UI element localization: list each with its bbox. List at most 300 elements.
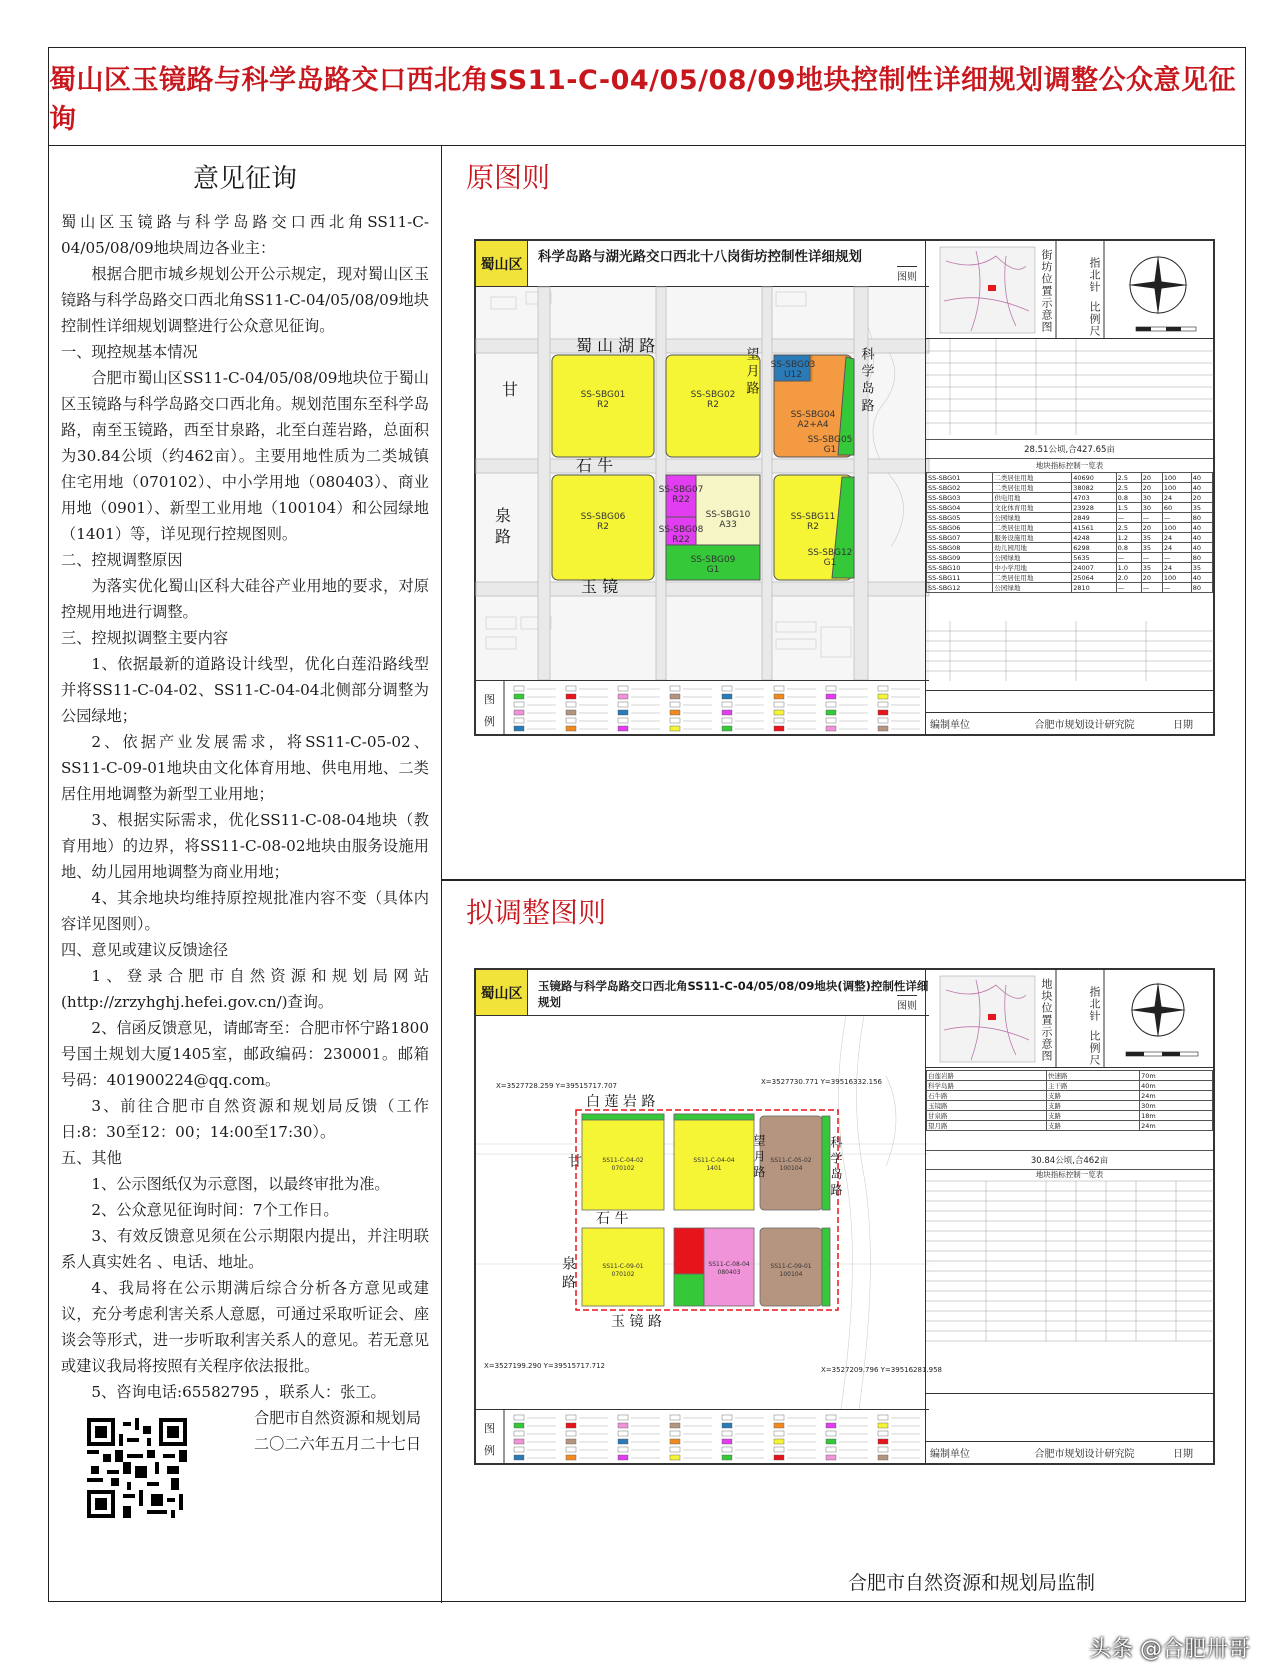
table-cell: 2.5 bbox=[1116, 523, 1141, 533]
legend-swatch bbox=[878, 718, 888, 723]
table-cell: 35 bbox=[1191, 503, 1212, 513]
coordinate-label: X=3527199.290 Y=39515717.712 bbox=[484, 1362, 606, 1370]
table-cell: 24m bbox=[1140, 1091, 1213, 1101]
parcel-use-label: G1 bbox=[706, 565, 720, 575]
legend-swatch bbox=[566, 1439, 576, 1444]
table-cell: SS-SBG03 bbox=[927, 493, 993, 503]
legend-swatch bbox=[618, 1447, 628, 1452]
table-row bbox=[927, 513, 1213, 523]
legend-swatch bbox=[878, 1423, 888, 1428]
table-cell: 24 bbox=[1162, 563, 1191, 573]
table-cell: 2810 bbox=[1072, 583, 1116, 593]
parcel-id-label: SS-SBG08 bbox=[658, 525, 704, 535]
original-land-use-map[interactable] bbox=[476, 287, 929, 680]
table-cell: 望月路 bbox=[927, 1121, 1047, 1131]
road-label: 玉 镜 路 bbox=[611, 1314, 662, 1330]
road-table-grid bbox=[926, 1070, 1213, 1131]
table-cell: 30 bbox=[1141, 503, 1162, 513]
org-row bbox=[926, 712, 1213, 734]
legend-swatch bbox=[774, 726, 784, 731]
table-row bbox=[927, 543, 1213, 553]
table-cell: 20 bbox=[1141, 573, 1162, 583]
legend-swatch bbox=[722, 702, 732, 707]
original-info-panel bbox=[925, 241, 1213, 734]
table-cell: SS-SBG04 bbox=[927, 503, 993, 513]
parcel-id-label: SS-SBG12 bbox=[807, 548, 853, 558]
table-cell: 70m bbox=[1140, 1071, 1213, 1081]
indicator-table bbox=[926, 459, 1213, 593]
legend-swatch bbox=[618, 1439, 628, 1444]
plan-header bbox=[476, 241, 929, 287]
parcel-id-label: SS-SBG11 bbox=[790, 512, 836, 522]
table-cell: 35 bbox=[1141, 543, 1162, 553]
table-cell: 支路 bbox=[1047, 1121, 1140, 1131]
legend-swatch bbox=[670, 1455, 680, 1460]
section-item: 2、公众意见征询时间：7个工作日。 bbox=[91, 1201, 339, 1219]
legend-swatch bbox=[670, 694, 680, 699]
legend-swatch bbox=[722, 710, 732, 715]
parcel-id-label: SS11-C-04-04 bbox=[693, 1157, 735, 1164]
table-cell: 甘泉路 bbox=[927, 1111, 1047, 1121]
legend-swatch bbox=[878, 1447, 888, 1452]
parcel-use-label: 100104 bbox=[779, 1165, 803, 1172]
road-label: 白 莲 岩 路 bbox=[586, 1094, 656, 1110]
table-cell: 100 bbox=[1162, 483, 1191, 493]
plan-title-text: 科学岛路与湖光路交口西北十八岗街坊控制性详细规划 bbox=[538, 249, 862, 265]
table-cell: 二类居住用地 bbox=[993, 573, 1072, 583]
notice-intro: 根据合肥市城乡规划公开公示规定，现对蜀山区玉镜路与科学岛路交口西北角SS11-C-04/05/08/09地块控制性详细规划调整进行公众意见征询。 bbox=[61, 265, 429, 335]
table-cell: 40 bbox=[1191, 483, 1212, 493]
parcel-use-label: 070102 bbox=[611, 1165, 635, 1172]
table-cell: 1.0 bbox=[1116, 563, 1141, 573]
table-cell: SS-SBG05 bbox=[927, 513, 993, 523]
road-label: 泉 路 bbox=[492, 507, 512, 545]
section-item: 2、依据产业发展需求，将SS11-C-05-02、SS11-C-09-01地块由文化体育用地、供电用地、二类居住用地调整为新型工业用地； bbox=[61, 733, 429, 803]
parcel-use-label: R2 bbox=[597, 400, 609, 410]
table-row bbox=[927, 553, 1213, 563]
table-cell: — bbox=[1141, 553, 1162, 563]
legend-swatch bbox=[826, 1415, 836, 1420]
table-row bbox=[927, 573, 1213, 583]
table-cell: 24007 bbox=[1072, 563, 1116, 573]
table-cell: 公园绿地 bbox=[993, 583, 1072, 593]
legend-swatch bbox=[514, 1455, 524, 1460]
legend-swatch bbox=[774, 1447, 784, 1452]
table-cell: 41561 bbox=[1072, 523, 1116, 533]
coordinate-label: X=3527730.771 Y=39516332.156 bbox=[761, 1078, 883, 1086]
parcel-use-label: A33 bbox=[719, 520, 737, 530]
legend-swatch bbox=[618, 1455, 628, 1460]
road-label: 望 月 路 bbox=[752, 1134, 766, 1178]
table-row bbox=[927, 1081, 1213, 1091]
legend-swatch bbox=[566, 686, 576, 691]
legend-swatch bbox=[618, 1431, 628, 1436]
table-row bbox=[927, 563, 1213, 573]
legend-swatch bbox=[618, 710, 628, 715]
table-cell: 2849 bbox=[1072, 513, 1116, 523]
plan-subtitle: 图则 bbox=[897, 995, 917, 1012]
legend-swatch bbox=[722, 1415, 732, 1420]
road-label: 望 月 路 bbox=[743, 347, 759, 395]
legend-swatch bbox=[826, 1447, 836, 1452]
table-cell: 2.5 bbox=[1116, 473, 1141, 483]
legend-swatch bbox=[774, 1423, 784, 1428]
legend-swatch bbox=[774, 1439, 784, 1444]
legend-swatch bbox=[722, 1439, 732, 1444]
section-item: 1、公示图纸仅为示意图，以最终审批为准。 bbox=[91, 1175, 390, 1193]
table-cell: 24m bbox=[1140, 1121, 1213, 1131]
legend-swatch bbox=[670, 686, 680, 691]
table-cell: 二类居住用地 bbox=[993, 483, 1072, 493]
table-cell: 二类居住用地 bbox=[993, 473, 1072, 483]
supervision-signature: 合肥市自然资源和规划局监制 bbox=[847, 1572, 1095, 1594]
legend-swatch bbox=[618, 718, 628, 723]
section-item: 4、我局将在公示期满后综合分析各方意见或建议，充分考虑利害关系人意愿，可通过采取听证会、座谈会等形式，进一步听取利害关系人的意见。若无意见或建议我局将按照有关程序依法报批。 bbox=[61, 1279, 429, 1375]
legend bbox=[476, 680, 929, 734]
table-row bbox=[927, 473, 1213, 483]
table-cell: — bbox=[1116, 583, 1141, 593]
legend-swatch bbox=[514, 1447, 524, 1452]
table-row bbox=[927, 1091, 1213, 1101]
plans-column bbox=[442, 146, 1245, 1603]
table-cell: 100 bbox=[1162, 473, 1191, 483]
legend-swatch bbox=[566, 694, 576, 699]
legend-swatch bbox=[826, 726, 836, 731]
table-cell: 0.8 bbox=[1116, 543, 1141, 553]
road-table-area bbox=[926, 339, 1213, 439]
parcel-use-label: U12 bbox=[783, 370, 803, 380]
table-cell: 2.5 bbox=[1116, 483, 1141, 493]
facility-table-area bbox=[926, 621, 1213, 681]
table-cell: SS-SBG07 bbox=[927, 533, 993, 543]
road-label: 玉 镜 bbox=[581, 577, 619, 596]
legend bbox=[476, 1409, 929, 1463]
table-cell: 1.5 bbox=[1116, 503, 1141, 513]
table-row bbox=[927, 533, 1213, 543]
legend-swatch bbox=[722, 1423, 732, 1428]
section-title: 五、其他 bbox=[61, 1149, 122, 1167]
original-plan-label: 原图则 bbox=[466, 161, 551, 194]
table-cell: 35 bbox=[1141, 563, 1162, 573]
legend-swatch bbox=[670, 1439, 680, 1444]
table-cell: 6298 bbox=[1072, 543, 1116, 553]
section-item: 3、根据实际需求，优化SS11-C-08-04地块（教育用地）的边界，将SS11-C-08-02地块由服务设施用地、幼儿园用地调整为商业用地； bbox=[61, 811, 429, 881]
indicator-table bbox=[926, 1168, 1213, 1368]
table-cell: — bbox=[1116, 553, 1141, 563]
table-cell: — bbox=[1162, 513, 1191, 523]
road-label: 科 学 岛 路 bbox=[829, 1136, 843, 1196]
legend-swatch bbox=[774, 694, 784, 699]
parcel-id-label: SS-SBG04 bbox=[790, 410, 836, 420]
table-cell: 支路 bbox=[1047, 1111, 1140, 1121]
section-item: 3、前往合肥市自然资源和规划局反馈（工作日:8：30至12：00；14:00至17:30）。 bbox=[61, 1097, 429, 1141]
table-cell: 40m bbox=[1140, 1081, 1213, 1091]
org-name: 合肥市规划设计研究院 bbox=[1034, 1449, 1135, 1460]
org-name: 合肥市规划设计研究院 bbox=[1034, 720, 1135, 731]
table-cell: SS-SBG11 bbox=[927, 573, 993, 583]
legend-swatch bbox=[566, 1447, 576, 1452]
legend-swatch bbox=[878, 702, 888, 707]
legend-swatch bbox=[670, 710, 680, 715]
district-badge: 蜀山区 bbox=[476, 241, 528, 286]
table-cell: 服务设施用地 bbox=[993, 533, 1072, 543]
legend-swatch bbox=[514, 1423, 524, 1428]
legend-swatch bbox=[670, 1415, 680, 1420]
legend-swatch bbox=[618, 1423, 628, 1428]
table-cell: 白莲岩路 bbox=[927, 1071, 1047, 1081]
section-divider bbox=[442, 879, 1245, 881]
table-cell: SS-SBG12 bbox=[927, 583, 993, 593]
legend-swatch bbox=[566, 718, 576, 723]
table-cell: 支路 bbox=[1047, 1091, 1140, 1101]
parcel-use-label: 070102 bbox=[611, 1271, 635, 1278]
table-cell: 40690 bbox=[1072, 473, 1116, 483]
table-cell: 公园绿地 bbox=[993, 513, 1072, 523]
parcel-use-label: 100104 bbox=[779, 1271, 803, 1278]
road-label: 科 学 岛 路 bbox=[858, 347, 874, 412]
table-cell: 60 bbox=[1162, 503, 1191, 513]
legend-swatch bbox=[774, 1415, 784, 1420]
road-table bbox=[926, 1070, 1213, 1131]
parcel-use-label: R2 bbox=[707, 400, 719, 410]
signature-date: 二〇二六年五月二十七日 bbox=[253, 1435, 421, 1453]
table-cell: 35 bbox=[1191, 563, 1212, 573]
table-cell: — bbox=[1141, 513, 1162, 523]
parcel-use-label: R22 bbox=[672, 495, 690, 505]
table-row bbox=[927, 1121, 1213, 1131]
table-cell: 幼儿园用地 bbox=[993, 543, 1072, 553]
adjusted-info-panel bbox=[925, 970, 1213, 1463]
legend-swatch bbox=[670, 1447, 680, 1452]
original-plan-sheet bbox=[474, 239, 1215, 736]
legend-swatch bbox=[774, 718, 784, 723]
legend-swatch bbox=[826, 718, 836, 723]
legend-swatch bbox=[514, 1415, 524, 1420]
parcel-use-label: 080403 bbox=[717, 1269, 741, 1276]
table-cell: 4248 bbox=[1072, 533, 1116, 543]
legend-swatch bbox=[826, 1439, 836, 1444]
road-label: 蜀 山 湖 路 bbox=[576, 336, 656, 355]
section-body: 为落实优化蜀山区科大硅谷产业用地的要求，对原控规用地进行调整。 bbox=[61, 577, 429, 621]
section-item: 5、咨询电话:65582795 ，联系人：张工。 bbox=[91, 1383, 386, 1401]
legend-swatch bbox=[618, 726, 628, 731]
location-label: 地块位置示意图 bbox=[1040, 978, 1053, 1062]
legend-swatch bbox=[566, 726, 576, 731]
parcel-id-label: SS-SBG03 bbox=[770, 360, 816, 370]
table-cell: 24 bbox=[1162, 493, 1191, 503]
signature-org: 合肥市自然资源和规划局 bbox=[253, 1409, 421, 1427]
legend-swatch bbox=[774, 710, 784, 715]
legend-swatch bbox=[878, 726, 888, 731]
banner bbox=[49, 48, 1245, 146]
parcel-use-label: R2 bbox=[597, 522, 609, 532]
legend-swatch bbox=[514, 710, 524, 715]
signature-row bbox=[926, 1393, 1213, 1441]
table-cell: — bbox=[1162, 553, 1191, 563]
legend-swatch bbox=[566, 1455, 576, 1460]
qr-code-icon[interactable] bbox=[87, 1418, 187, 1518]
road-label: 泉 路 bbox=[560, 1256, 576, 1289]
table-cell: 主干路 bbox=[1047, 1081, 1140, 1091]
legend-swatch bbox=[618, 686, 628, 691]
legend-label: 图例 bbox=[484, 693, 495, 728]
section-title: 四、意见或建议反馈途径 bbox=[61, 941, 229, 959]
scale-label: 比例尺 bbox=[1088, 301, 1101, 337]
legend-swatch bbox=[618, 702, 628, 707]
legend-swatch bbox=[878, 1415, 888, 1420]
legend-swatch bbox=[566, 1415, 576, 1420]
legend-swatch bbox=[514, 702, 524, 707]
table-cell: 30m bbox=[1140, 1101, 1213, 1111]
parcel-id-label: SS11-C-08-04 bbox=[708, 1261, 750, 1268]
legend-swatch bbox=[722, 1431, 732, 1436]
table-row bbox=[927, 583, 1213, 593]
banner-title: 蜀山区玉镜路与科学岛路交口西北角SS11-C-04/05/08/09地块控制性详细规划调整公众意见征询 bbox=[49, 64, 1236, 135]
legend-swatch bbox=[514, 718, 524, 723]
section-body: 合肥市蜀山区SS11-C-04/05/08/09地块位于蜀山区玉镜路与科学岛路交口西北角。规划范围东至科学岛路，南至玉镜路，西至甘泉路，北至白莲岩路，总面积为30.84公顷（约462亩）。主要用地性质为二类城镇住宅用地（070102）、中小学用地（080403）、商业用地（0901）、新型工业用地（100104）和公园绿地（1401）等，详见现行控规图则。 bbox=[61, 369, 429, 543]
table-cell: 24 bbox=[1162, 543, 1191, 553]
legend-label: 图例 bbox=[484, 1422, 495, 1457]
parcel-id-label: SS11-C-04-02 bbox=[602, 1157, 644, 1164]
legend-swatch bbox=[514, 726, 524, 731]
road-label: 甘 bbox=[502, 380, 519, 399]
table-cell: 40 bbox=[1191, 473, 1212, 483]
table-cell: 18m bbox=[1140, 1111, 1213, 1121]
total-area: 28.51公顷,合427.65亩 bbox=[926, 439, 1213, 459]
table-cell: 24 bbox=[1162, 533, 1191, 543]
parcel-id-label: SS-SBG02 bbox=[690, 390, 736, 400]
table-cell: SS-SBG01 bbox=[927, 473, 993, 483]
date-label: 日期 bbox=[1173, 1449, 1193, 1460]
table-cell: 23928 bbox=[1072, 503, 1116, 513]
table-cell: 25064 bbox=[1072, 573, 1116, 583]
table-cell: 公园绿地 bbox=[993, 553, 1072, 563]
adjusted-plan-sheet bbox=[474, 968, 1215, 1465]
location-map bbox=[926, 970, 1213, 1068]
legend-swatch bbox=[826, 694, 836, 699]
parcel-use-label: A2+A4 bbox=[797, 420, 829, 430]
table-cell: 35 bbox=[1141, 533, 1162, 543]
table-cell: 100 bbox=[1162, 573, 1191, 583]
legend-swatch bbox=[826, 1431, 836, 1436]
org-label: 编制单位 bbox=[930, 1449, 970, 1460]
notice-heading: 意见征询 bbox=[192, 164, 297, 194]
plan-title bbox=[528, 241, 929, 286]
legend-swatch bbox=[670, 726, 680, 731]
notice-greeting: 蜀山区玉镜路与科学岛路交口西北角SS11-C-04/05/08/09地块周边各业主： bbox=[61, 213, 429, 257]
legend-swatch bbox=[774, 686, 784, 691]
table-cell: 石牛路 bbox=[927, 1091, 1047, 1101]
table-cell: 80 bbox=[1191, 553, 1212, 563]
scale-label: 比例尺 bbox=[1088, 1030, 1101, 1066]
parcel-id-label: SS-SBG10 bbox=[705, 510, 751, 520]
legend-swatch bbox=[878, 694, 888, 699]
parcel-id-label: SS-SBG01 bbox=[580, 390, 626, 400]
legend-swatch bbox=[566, 702, 576, 707]
signature-row bbox=[926, 690, 1213, 712]
table-cell: SS-SBG08 bbox=[927, 543, 993, 553]
legend-swatch bbox=[774, 1455, 784, 1460]
table-cell: 中小学用地 bbox=[993, 563, 1072, 573]
table-row bbox=[927, 1111, 1213, 1121]
table-cell: SS-SBG10 bbox=[927, 563, 993, 573]
legend-swatch bbox=[722, 686, 732, 691]
table-title: 地块指标控制一览表 bbox=[1035, 461, 1104, 470]
legend-swatch bbox=[722, 1447, 732, 1452]
table-cell: 40 bbox=[1191, 523, 1212, 533]
table-cell: 玉镜路 bbox=[927, 1101, 1047, 1111]
legend-swatch bbox=[826, 686, 836, 691]
legend-swatch bbox=[878, 686, 888, 691]
plan-title-text: 玉镜路与科学岛路交口西北角SS11-C-04/05/08/09地块(调整)控制性详细规划 bbox=[538, 979, 929, 1009]
table-title: 地块指标控制一览表 bbox=[1035, 1170, 1104, 1179]
legend-swatch bbox=[826, 1455, 836, 1460]
section-item: 1、登录合肥市自然资源和规划局网站(http://zrzyhghj.hefei.gov.cn/)查询。 bbox=[61, 967, 429, 1011]
table-cell: 4703 bbox=[1072, 493, 1116, 503]
table-row bbox=[927, 483, 1213, 493]
table-cell: 快速路 bbox=[1047, 1071, 1140, 1081]
legend-swatch bbox=[566, 1423, 576, 1428]
legend-swatch bbox=[670, 1431, 680, 1436]
legend-swatch bbox=[514, 1431, 524, 1436]
legend-swatch bbox=[566, 710, 576, 715]
table-cell: 科学岛路 bbox=[927, 1081, 1047, 1091]
legend-swatch bbox=[566, 1431, 576, 1436]
table-cell: — bbox=[1116, 513, 1141, 523]
table-row bbox=[927, 1101, 1213, 1111]
legend-swatch bbox=[878, 1431, 888, 1436]
legend-swatch bbox=[670, 1423, 680, 1428]
legend-swatch bbox=[618, 694, 628, 699]
parcel-use-label: R22 bbox=[672, 535, 690, 545]
table-cell: 20 bbox=[1141, 483, 1162, 493]
table-row bbox=[927, 1071, 1213, 1081]
table-cell: 供电用地 bbox=[993, 493, 1072, 503]
table-cell: — bbox=[1141, 583, 1162, 593]
legend-swatch bbox=[878, 1439, 888, 1444]
parcel-id-label: SS11-C-09-01 bbox=[602, 1263, 644, 1270]
road-label: 石 牛 bbox=[576, 456, 614, 475]
table-cell: 38082 bbox=[1072, 483, 1116, 493]
parcel-use-label: R2 bbox=[807, 522, 819, 532]
road-label: 甘 bbox=[568, 1154, 582, 1170]
table-cell: 20 bbox=[1141, 473, 1162, 483]
section-item: 2、信函反馈意见，请邮寄至：合肥市怀宁路1800号国土规划大厦1405室，邮政编码：230001。邮箱号码：401900224@qq.com。 bbox=[61, 1019, 429, 1089]
legend-swatch bbox=[514, 694, 524, 699]
section-title: 三、控规拟调整主要内容 bbox=[61, 629, 229, 647]
table-cell: 30 bbox=[1141, 493, 1162, 503]
section-item: 3、有效反馈意见须在公示期限内提出，并注明联系人真实姓名 、电话、地址。 bbox=[61, 1227, 429, 1271]
total-area: 30.84公顷,合462亩 bbox=[926, 1150, 1213, 1170]
district-badge: 蜀山区 bbox=[476, 970, 528, 1015]
legend-swatch bbox=[826, 1423, 836, 1428]
parcel-id-label: SS-SBG07 bbox=[658, 485, 704, 495]
legend-swatch bbox=[774, 702, 784, 707]
legend-swatch bbox=[774, 1431, 784, 1436]
watermark: 头条 @合肥卅哥 bbox=[1089, 1637, 1250, 1662]
plan-subtitle: 图则 bbox=[897, 266, 917, 283]
table-row bbox=[927, 503, 1213, 513]
table-row bbox=[927, 493, 1213, 503]
table-cell: 支路 bbox=[1047, 1101, 1140, 1111]
parcel-id-label: SS11-C-05-02 bbox=[770, 1157, 812, 1164]
indicator-table-grid bbox=[926, 472, 1213, 593]
plan-header bbox=[476, 970, 929, 1016]
legend-swatch bbox=[514, 1439, 524, 1444]
table-cell: — bbox=[1162, 583, 1191, 593]
table-cell: SS-SBG06 bbox=[927, 523, 993, 533]
table-cell: 20 bbox=[1191, 493, 1212, 503]
